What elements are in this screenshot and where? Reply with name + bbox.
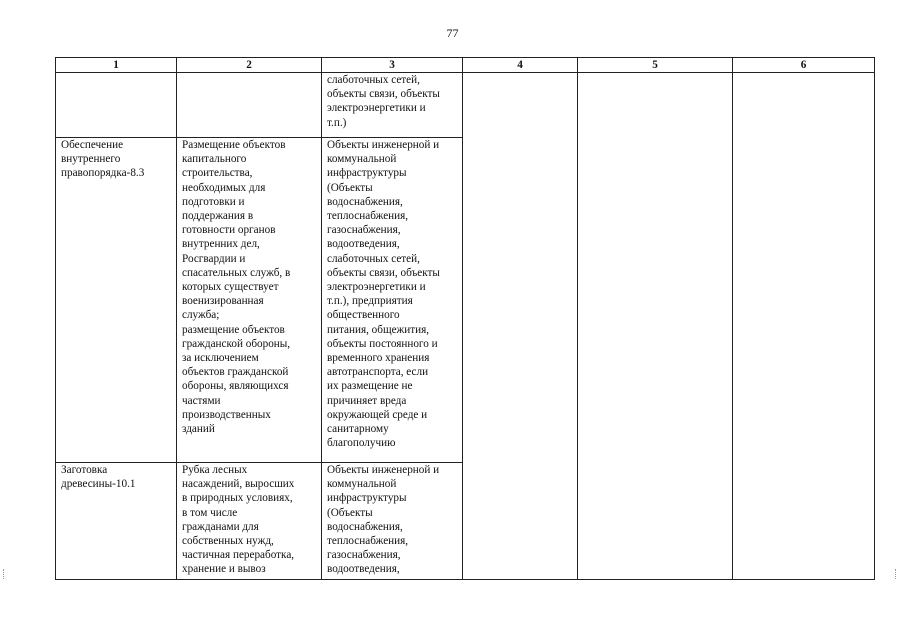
empty-column-6 bbox=[733, 73, 875, 580]
cell-text: Объекты инженерной и коммунальной инфраструктуры (Объекты водоснабжения, теплоснабжения, газоснабжения, водоотведения, bbox=[327, 464, 440, 576]
page-number: 77 bbox=[446, 26, 459, 40]
land-use-table bbox=[55, 57, 875, 580]
empty-column-5 bbox=[578, 73, 733, 580]
table-cell bbox=[322, 73, 463, 138]
cell-text: слаботочных сетей, объекты связи, объекты электроэнергетики и т.п.) bbox=[327, 74, 440, 129]
scan-edge-mark-right bbox=[895, 569, 902, 579]
column-header-1: 1 bbox=[56, 58, 177, 73]
table-cell bbox=[56, 138, 177, 463]
table-cell bbox=[56, 463, 177, 580]
column-header-2: 2 bbox=[177, 58, 322, 73]
cell-text: Рубка лесных насаждений, выросших в природных условиях, в том числе гражданами для собственных нужд, частичная переработка, хранение и вывоз bbox=[182, 464, 295, 576]
cell-text: Заготовка древесины-10.1 bbox=[61, 464, 136, 491]
cell-text: Размещение объектов капитального строительства, необходимых для подготовки и поддержания в готовности органов внутренних дел, Росгвардии и спасательных служб, в которых существует военизированная служба; размещение объектов гражданской обороны, за исключением объектов гражданской обороны, являющихся частями производственных зданий bbox=[182, 139, 291, 436]
table-cell bbox=[177, 138, 322, 463]
cell-text: Объекты инженерной и коммунальной инфраструктуры (Объекты водоснабжения, теплоснабжения, газоснабжения, водоотведения, слаботочных сетей, объекты связи, объекты электроэнергетики и т.п.), предприятия общественного питания, общежития, объекты постоянного и временного хранения автотранспорта, если их размещение не причиняет вреда окружающей среде и санитарному благополучию bbox=[327, 139, 440, 450]
cell-text: Обеспечение внутреннего правопорядка-8.3 bbox=[61, 139, 145, 180]
table-cell bbox=[177, 73, 322, 138]
table-cell bbox=[56, 73, 177, 138]
scan-edge-mark-left bbox=[3, 569, 10, 579]
empty-column-4 bbox=[463, 73, 578, 580]
table-header-row bbox=[56, 58, 875, 73]
column-header-4: 4 bbox=[463, 58, 578, 73]
table-row bbox=[56, 73, 875, 138]
column-header-5: 5 bbox=[578, 58, 733, 73]
column-header-6: 6 bbox=[733, 58, 875, 73]
column-header-3: 3 bbox=[322, 58, 463, 73]
table-cell bbox=[177, 463, 322, 580]
table-cell bbox=[322, 463, 463, 580]
table-cell bbox=[322, 138, 463, 463]
